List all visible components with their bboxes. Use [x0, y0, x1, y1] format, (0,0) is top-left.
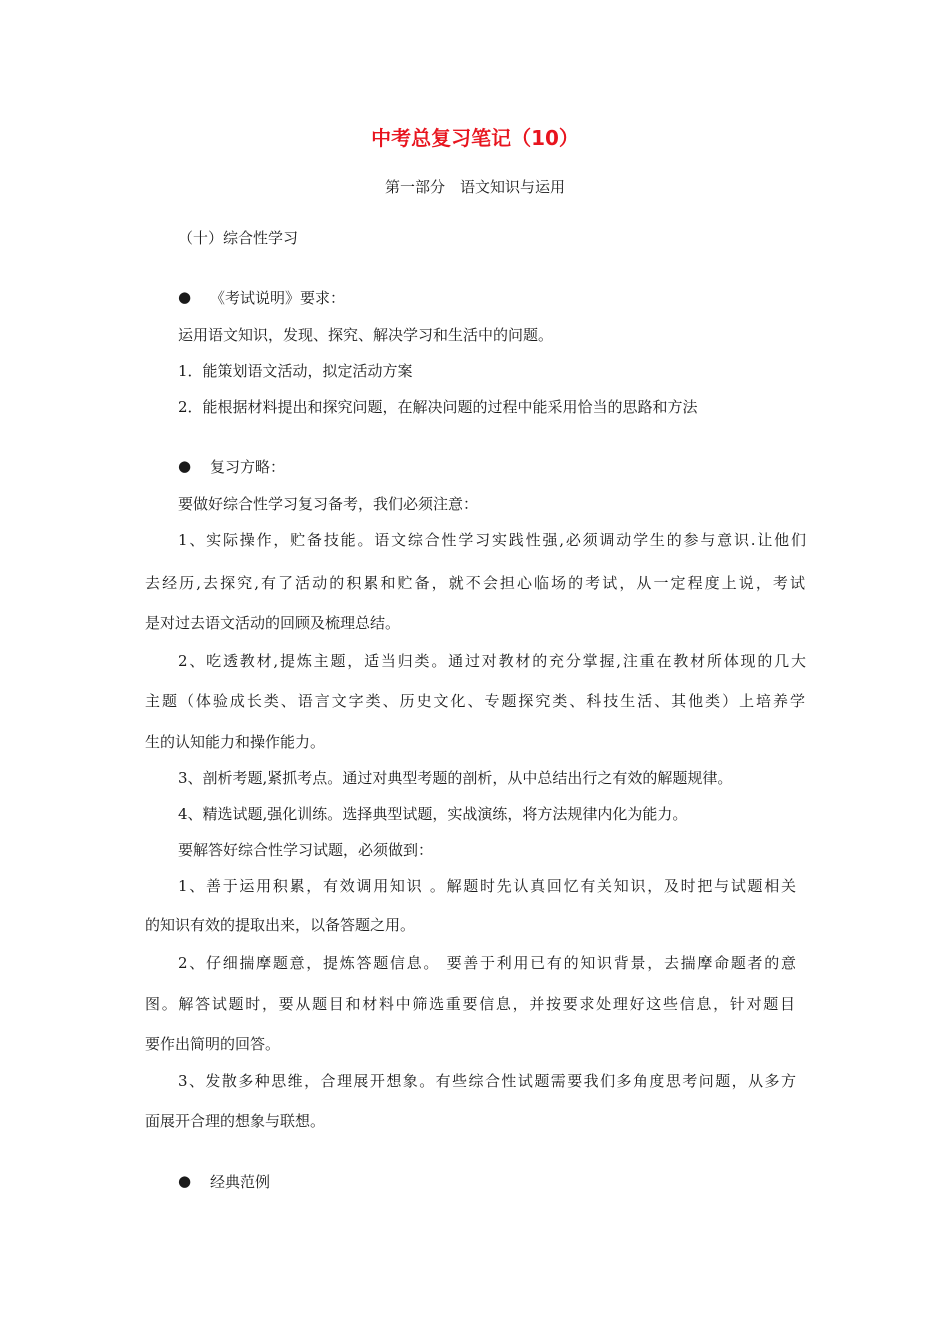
- answer-paragraph-line: 3、发散多种思维，合理展开想象。有些综合性试题需要我们多角度思考问题，从多方: [178, 1072, 796, 1090]
- strategy-paragraph-line: 主题（体验成长类、语言文字类、历史文化、专题探究类、科技生活、其他类）上培养学: [145, 692, 805, 710]
- review-strategy-heading: 复习方略：: [210, 458, 286, 476]
- bullet-icon: ●: [178, 1172, 192, 1190]
- part-subtitle: 第一部分 语文知识与运用: [384, 178, 565, 196]
- answer-paragraph-line: 1、善于运用积累，有效调用知识 。解题时先认真回忆有关知识，及时把与试题相关: [178, 877, 796, 895]
- answer-paragraph-line: 图。解答试题时，要从题目和材料中筛选重要信息，并按要求处理好这些信息，针对题目: [145, 995, 795, 1013]
- strategy-paragraph-line: 1、实际操作，贮备技能。语文综合性学习实践性强,必须调动学生的参与意识.让他们: [178, 531, 806, 549]
- answer-paragraph-line: 要作出简明的回答。: [145, 1035, 281, 1053]
- strategy-paragraph-line: 3、剖析考题,紧抓考点。通过对典型考题的剖析，从中总结出行之有效的解题规律。: [178, 769, 733, 787]
- exam-requirements-heading: 《考试说明》要求：: [210, 289, 346, 307]
- page-title: 中考总复习笔记（10）: [371, 126, 579, 150]
- strategy-paragraph-line: 去经历,去探究,有了活动的积累和贮备，就不会担心临场的考试，从一定程度上说，考试: [145, 574, 805, 592]
- bullet-icon: ●: [178, 457, 192, 475]
- strategy-intro: 要做好综合性学习复习备考，我们必须注意：: [178, 495, 479, 513]
- strategy-paragraph-line: 是对过去语文活动的回顾及梳理总结。: [145, 614, 401, 632]
- answer-paragraph-line: 2、仔细揣摩题意，提炼答题信息。 要善于利用已有的知识背景，去揣摩命题者的意: [178, 954, 796, 972]
- strategy-paragraph-line: 生的认知能力和操作能力。: [145, 733, 326, 751]
- section-heading: （十）综合性学习: [178, 229, 299, 247]
- requirements-intro: 运用语文知识，发现、探究、解决学习和生活中的问题。: [178, 326, 554, 344]
- answer-paragraph-line: 的知识有效的提取出来，以备答题之用。: [145, 916, 416, 934]
- answer-paragraph-line: 面展开合理的想象与联想。: [145, 1112, 326, 1130]
- requirement-item: 2．能根据材料提出和探究问题，在解决问题的过程中能采用恰当的思路和方法: [178, 398, 698, 416]
- bullet-icon: ●: [178, 288, 192, 306]
- strategy-paragraph-line: 4、精选试题,强化训练。选择典型试题，实战演练，将方法规律内化为能力。: [178, 805, 688, 823]
- requirement-item: 1．能策划语文活动，拟定活动方案: [178, 362, 413, 380]
- strategy-paragraph-line: 2、吃透教材,提炼主题，适当归类。通过对教材的充分掌握,注重在教材所体现的几大: [178, 652, 806, 670]
- classic-examples-heading: 经典范例: [210, 1173, 271, 1191]
- answer-intro: 要解答好综合性学习试题，必须做到：: [178, 841, 434, 859]
